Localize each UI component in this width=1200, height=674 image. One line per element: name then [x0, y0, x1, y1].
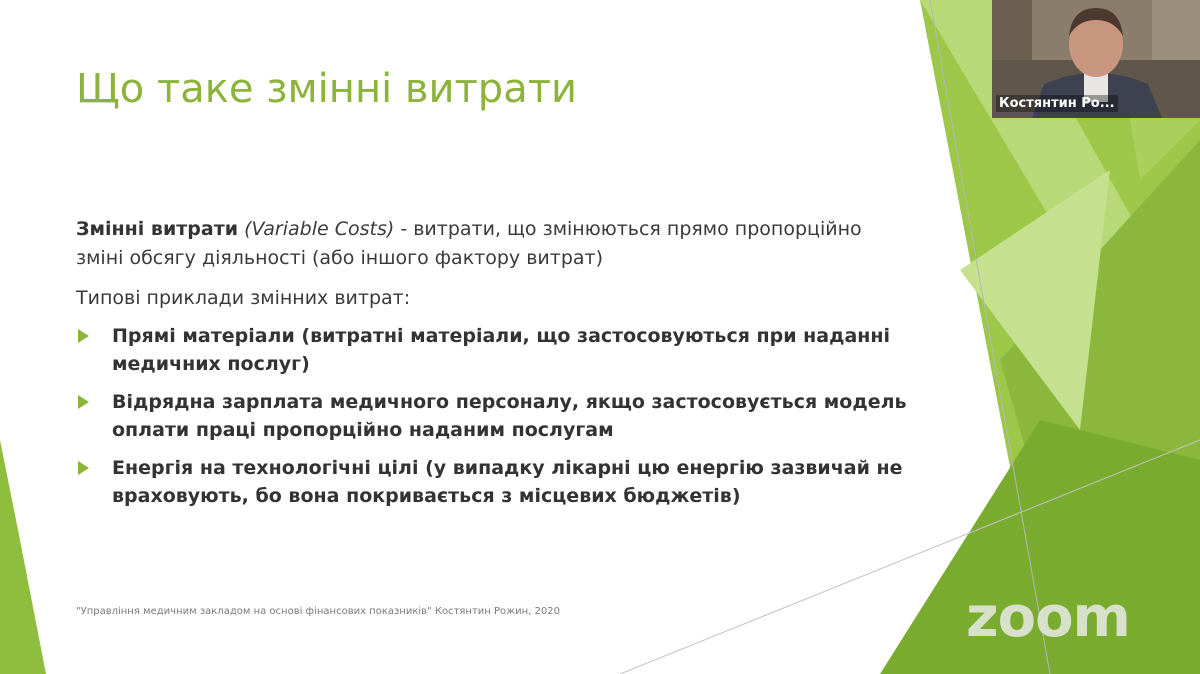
decor-left-shape: [0, 440, 46, 674]
participant-name: Костянтин Ро...: [996, 95, 1118, 112]
zoom-logo: zoom: [966, 585, 1130, 650]
slide-title: Що таке змінні витрати: [76, 66, 577, 112]
definition-term: Змінні витрати: [76, 218, 239, 240]
examples-intro: Типові приклади змінних витрат:: [76, 287, 411, 309]
bullet-text: Прямі матеріали (витратні матеріали, що застосовуються при наданні медичних послуг): [112, 325, 891, 375]
bullet-arrow-icon: [78, 461, 89, 475]
definition-text: - витрати, що змінюються прямо пропорційно зміні обсягу діяльності (або іншого фактору витрат): [76, 218, 862, 269]
bullet-text: Енергія на технологічні цілі (у випадку лікарні цю енергію зазвичай не враховують, бо вона покривається з місцевих бюджетів): [112, 457, 903, 507]
definition-term-en: (Variable Costs): [244, 218, 395, 240]
bullet-item: [76, 388, 916, 444]
slide-footer: "Управління медичним закладом на основі фінансових показників" Костянтин Рожин, 2020: [76, 606, 560, 617]
participant-video-tile[interactable]: [992, 0, 1200, 118]
bullet-arrow-icon: [78, 329, 89, 343]
bullet-text: Відрядна зарплата медичного персоналу, якщо застосовується модель оплати праці пропорційно наданим послугам: [112, 391, 907, 441]
bullet-item: [76, 454, 916, 510]
bullet-list: [76, 322, 916, 520]
bullet-item: [76, 322, 916, 378]
definition-paragraph: [76, 215, 906, 273]
bullet-arrow-icon: [78, 395, 89, 409]
